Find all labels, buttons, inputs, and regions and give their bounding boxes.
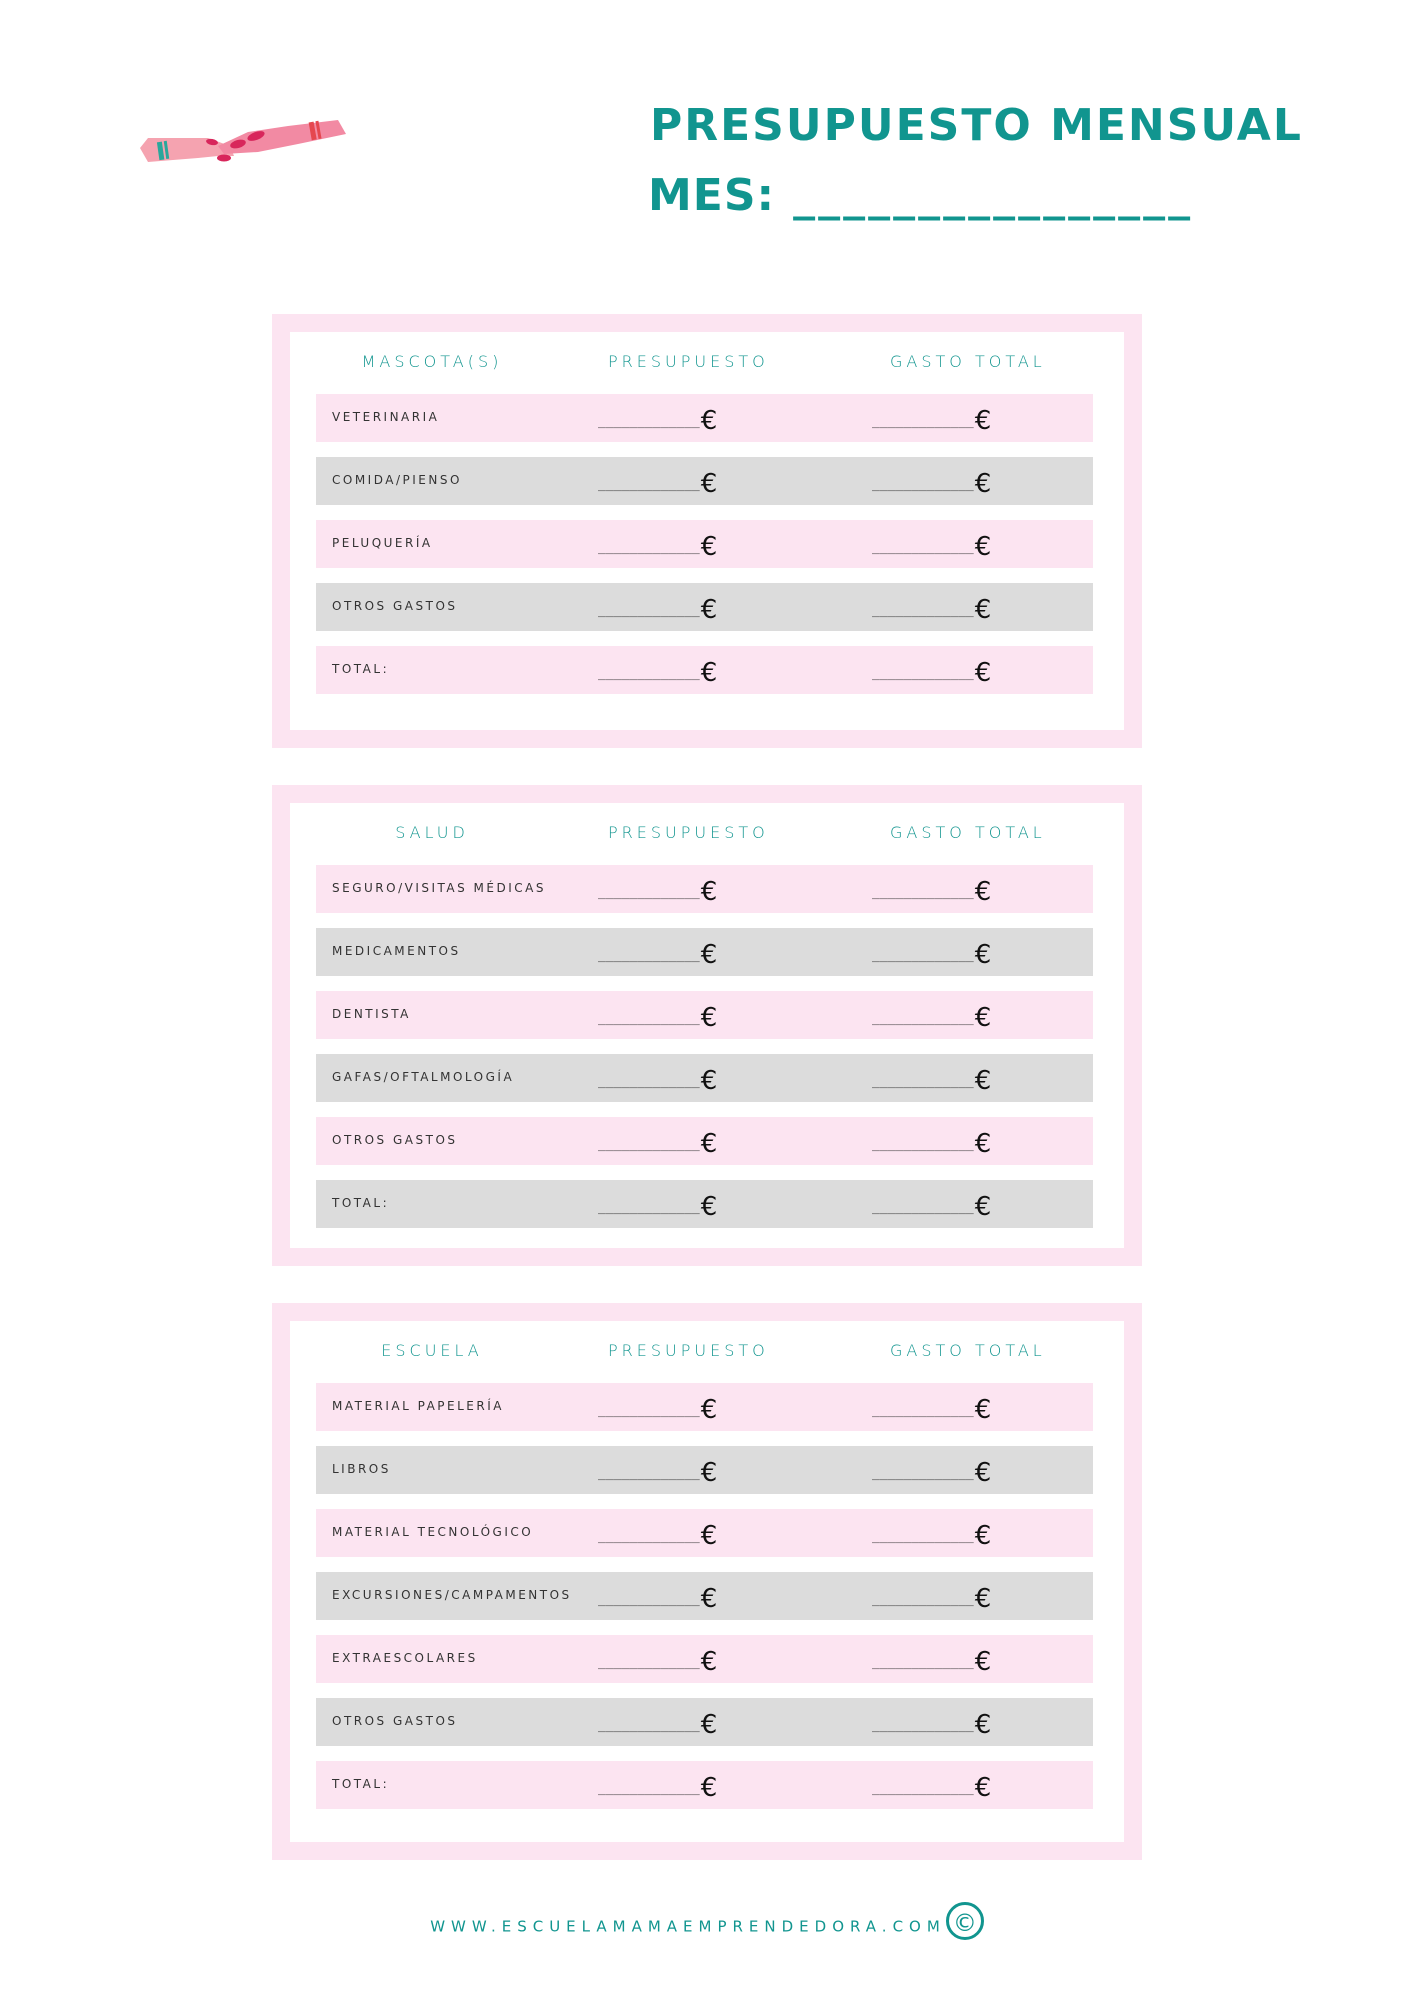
budget-heading: PRESUPUESTO bbox=[608, 352, 769, 371]
expense-label: EXTRAESCOLARES bbox=[332, 1651, 478, 1665]
total-amount-field[interactable] bbox=[872, 1769, 992, 1803]
expense-label: LIBROS bbox=[332, 1462, 391, 1476]
expense-label: OTROS GASTOS bbox=[332, 599, 458, 613]
total-amount-field[interactable] bbox=[872, 402, 992, 436]
budget-amount-field[interactable] bbox=[598, 402, 718, 436]
total-amount-field[interactable] bbox=[872, 1580, 992, 1614]
total-amount-field[interactable] bbox=[872, 1517, 992, 1551]
budget-amount-field[interactable] bbox=[598, 1517, 718, 1551]
budget-amount-field[interactable] bbox=[598, 1454, 718, 1488]
amount-blank: _____________ bbox=[598, 1137, 700, 1152]
amount-blank: _____________ bbox=[598, 1466, 700, 1481]
total-amount-field[interactable] bbox=[872, 873, 992, 907]
expense-label: OTROS GASTOS bbox=[332, 1714, 458, 1728]
month-field[interactable]: ________________ bbox=[793, 170, 1194, 221]
total-heading: GASTO TOTAL bbox=[890, 1341, 1046, 1360]
amount-blank: _____________ bbox=[598, 603, 700, 618]
budget-heading: PRESUPUESTO bbox=[608, 823, 769, 842]
euro-sign: € bbox=[974, 1003, 992, 1033]
euro-sign: € bbox=[700, 1458, 718, 1488]
section-school bbox=[272, 1303, 1142, 1860]
expense-row bbox=[316, 1383, 1093, 1431]
expense-rows bbox=[316, 394, 1093, 709]
amount-blank: _____________ bbox=[598, 1592, 700, 1607]
budget-amount-field[interactable] bbox=[598, 1706, 718, 1740]
expense-label: MATERIAL TECNOLÓGICO bbox=[332, 1525, 534, 1539]
euro-sign: € bbox=[974, 595, 992, 625]
budget-amount-field[interactable] bbox=[598, 873, 718, 907]
expense-row bbox=[316, 1509, 1093, 1557]
expense-rows bbox=[316, 865, 1093, 1243]
expense-row bbox=[316, 646, 1093, 694]
euro-sign: € bbox=[700, 595, 718, 625]
euro-sign: € bbox=[700, 1003, 718, 1033]
expense-label: MEDICAMENTOS bbox=[332, 944, 461, 958]
total-amount-field[interactable] bbox=[872, 465, 992, 499]
expense-row bbox=[316, 1446, 1093, 1494]
section-header bbox=[290, 823, 1124, 853]
euro-sign: € bbox=[974, 469, 992, 499]
euro-sign: € bbox=[974, 1710, 992, 1740]
euro-sign: € bbox=[700, 1584, 718, 1614]
amount-blank: _____________ bbox=[872, 1403, 974, 1418]
total-amount-field[interactable] bbox=[872, 1454, 992, 1488]
euro-sign: € bbox=[974, 877, 992, 907]
category-heading: MASCOTA(S) bbox=[361, 352, 503, 371]
expense-row bbox=[316, 1572, 1093, 1620]
expense-label: OTROS GASTOS bbox=[332, 1133, 458, 1147]
euro-sign: € bbox=[700, 1710, 718, 1740]
total-heading: GASTO TOTAL bbox=[890, 823, 1046, 842]
holding-hands-icon bbox=[138, 112, 348, 172]
euro-sign: € bbox=[974, 1647, 992, 1677]
expense-row bbox=[316, 1180, 1093, 1228]
category-heading: SALUD bbox=[395, 823, 469, 842]
budget-amount-field[interactable] bbox=[598, 1062, 718, 1096]
budget-amount-field[interactable] bbox=[598, 1643, 718, 1677]
copyright-icon: © bbox=[946, 1902, 984, 1940]
euro-sign: € bbox=[974, 1192, 992, 1222]
amount-blank: _____________ bbox=[872, 948, 974, 963]
euro-sign: € bbox=[974, 1066, 992, 1096]
expense-row bbox=[316, 1635, 1093, 1683]
logo bbox=[138, 112, 348, 172]
amount-blank: _____________ bbox=[872, 885, 974, 900]
total-amount-field[interactable] bbox=[872, 936, 992, 970]
amount-blank: _____________ bbox=[872, 540, 974, 555]
expense-row bbox=[316, 394, 1093, 442]
budget-amount-field[interactable] bbox=[598, 1391, 718, 1425]
expense-row bbox=[316, 520, 1093, 568]
budget-amount-field[interactable] bbox=[598, 1188, 718, 1222]
euro-sign: € bbox=[974, 658, 992, 688]
euro-sign: € bbox=[700, 469, 718, 499]
amount-blank: _____________ bbox=[598, 414, 700, 429]
budget-heading: PRESUPUESTO bbox=[608, 1341, 769, 1360]
total-amount-field[interactable] bbox=[872, 1391, 992, 1425]
category-heading: ESCUELA bbox=[381, 1341, 483, 1360]
amount-blank: _____________ bbox=[872, 1592, 974, 1607]
euro-sign: € bbox=[700, 877, 718, 907]
euro-sign: € bbox=[974, 1129, 992, 1159]
amount-blank: _____________ bbox=[872, 1718, 974, 1733]
amount-blank: _____________ bbox=[872, 1074, 974, 1089]
amount-blank: _____________ bbox=[872, 1466, 974, 1481]
amount-blank: _____________ bbox=[598, 1529, 700, 1544]
budget-amount-field[interactable] bbox=[598, 465, 718, 499]
total-amount-field[interactable] bbox=[872, 1062, 992, 1096]
total-amount-field[interactable] bbox=[872, 1188, 992, 1222]
month-label: MES: bbox=[648, 170, 776, 221]
amount-blank: _____________ bbox=[598, 540, 700, 555]
euro-sign: € bbox=[974, 1584, 992, 1614]
budget-amount-field[interactable] bbox=[598, 1769, 718, 1803]
expense-label: TOTAL: bbox=[332, 1196, 390, 1210]
budget-amount-field[interactable] bbox=[598, 1125, 718, 1159]
euro-sign: € bbox=[700, 1129, 718, 1159]
budget-amount-field[interactable] bbox=[598, 654, 718, 688]
expense-rows bbox=[316, 1383, 1093, 1824]
amount-blank: _____________ bbox=[872, 666, 974, 681]
section-health bbox=[272, 785, 1142, 1266]
budget-amount-field[interactable] bbox=[598, 936, 718, 970]
total-amount-field[interactable] bbox=[872, 1643, 992, 1677]
euro-sign: € bbox=[700, 406, 718, 436]
amount-blank: _____________ bbox=[872, 1200, 974, 1215]
euro-sign: € bbox=[700, 1192, 718, 1222]
euro-sign: € bbox=[700, 1066, 718, 1096]
total-heading: GASTO TOTAL bbox=[890, 352, 1046, 371]
amount-blank: _____________ bbox=[598, 948, 700, 963]
total-amount-field[interactable] bbox=[872, 999, 992, 1033]
page-title: PRESUPUESTO MENSUAL bbox=[650, 100, 1303, 151]
expense-row bbox=[316, 865, 1093, 913]
amount-blank: _____________ bbox=[872, 1655, 974, 1670]
euro-sign: € bbox=[974, 406, 992, 436]
amount-blank: _____________ bbox=[872, 1137, 974, 1152]
month-line bbox=[648, 170, 1193, 221]
expense-row bbox=[316, 1761, 1093, 1809]
total-amount-field[interactable] bbox=[872, 654, 992, 688]
euro-sign: € bbox=[700, 658, 718, 688]
amount-blank: _____________ bbox=[872, 1529, 974, 1544]
budget-amount-field[interactable] bbox=[598, 528, 718, 562]
amount-blank: _____________ bbox=[598, 1011, 700, 1026]
amount-blank: _____________ bbox=[598, 1403, 700, 1418]
expense-label: VETERINARIA bbox=[332, 410, 440, 424]
budget-amount-field[interactable] bbox=[598, 591, 718, 625]
amount-blank: _____________ bbox=[598, 666, 700, 681]
amount-blank: _____________ bbox=[598, 1718, 700, 1733]
budget-amount-field[interactable] bbox=[598, 1580, 718, 1614]
expense-label: COMIDA/PIENSO bbox=[332, 473, 462, 487]
amount-blank: _____________ bbox=[872, 414, 974, 429]
expense-row bbox=[316, 928, 1093, 976]
amount-blank: _____________ bbox=[872, 1011, 974, 1026]
expense-row bbox=[316, 1054, 1093, 1102]
section-pets bbox=[272, 314, 1142, 748]
amount-blank: _____________ bbox=[598, 477, 700, 492]
total-amount-field[interactable] bbox=[872, 1706, 992, 1740]
euro-sign: € bbox=[974, 1395, 992, 1425]
euro-sign: € bbox=[974, 1521, 992, 1551]
euro-sign: € bbox=[974, 532, 992, 562]
total-amount-field[interactable] bbox=[872, 1125, 992, 1159]
euro-sign: € bbox=[700, 1395, 718, 1425]
expense-row bbox=[316, 991, 1093, 1039]
amount-blank: _____________ bbox=[872, 1781, 974, 1796]
website-link[interactable]: WWW.ESCUELAMAMAEMPRENDEDORA.COM bbox=[430, 1917, 946, 1936]
euro-sign: € bbox=[700, 940, 718, 970]
expense-label: SEGURO/VISITAS MÉDICAS bbox=[332, 881, 546, 895]
amount-blank: _____________ bbox=[598, 1781, 700, 1796]
expense-row bbox=[316, 457, 1093, 505]
expense-row bbox=[316, 1698, 1093, 1746]
euro-sign: € bbox=[700, 532, 718, 562]
expense-label: MATERIAL PAPELERÍA bbox=[332, 1399, 504, 1413]
expense-label: GAFAS/OFTALMOLOGÍA bbox=[332, 1070, 515, 1084]
expense-label: DENTISTA bbox=[332, 1007, 411, 1021]
budget-amount-field[interactable] bbox=[598, 999, 718, 1033]
expense-label: PELUQUERÍA bbox=[332, 536, 433, 550]
amount-blank: _____________ bbox=[872, 477, 974, 492]
expense-label: EXCURSIONES/CAMPAMENTOS bbox=[332, 1588, 572, 1602]
amount-blank: _____________ bbox=[598, 1200, 700, 1215]
section-header bbox=[290, 1341, 1124, 1371]
footer bbox=[0, 1908, 1414, 1946]
section-header bbox=[290, 352, 1124, 382]
euro-sign: € bbox=[700, 1647, 718, 1677]
euro-sign: € bbox=[974, 940, 992, 970]
amount-blank: _____________ bbox=[598, 1074, 700, 1089]
expense-label: TOTAL: bbox=[332, 662, 390, 676]
expense-row bbox=[316, 583, 1093, 631]
amount-blank: _____________ bbox=[872, 603, 974, 618]
total-amount-field[interactable] bbox=[872, 591, 992, 625]
total-amount-field[interactable] bbox=[872, 528, 992, 562]
euro-sign: € bbox=[700, 1521, 718, 1551]
euro-sign: € bbox=[700, 1773, 718, 1803]
amount-blank: _____________ bbox=[598, 1655, 700, 1670]
euro-sign: € bbox=[974, 1773, 992, 1803]
expense-label: TOTAL: bbox=[332, 1777, 390, 1791]
euro-sign: € bbox=[974, 1458, 992, 1488]
expense-row bbox=[316, 1117, 1093, 1165]
amount-blank: _____________ bbox=[598, 885, 700, 900]
